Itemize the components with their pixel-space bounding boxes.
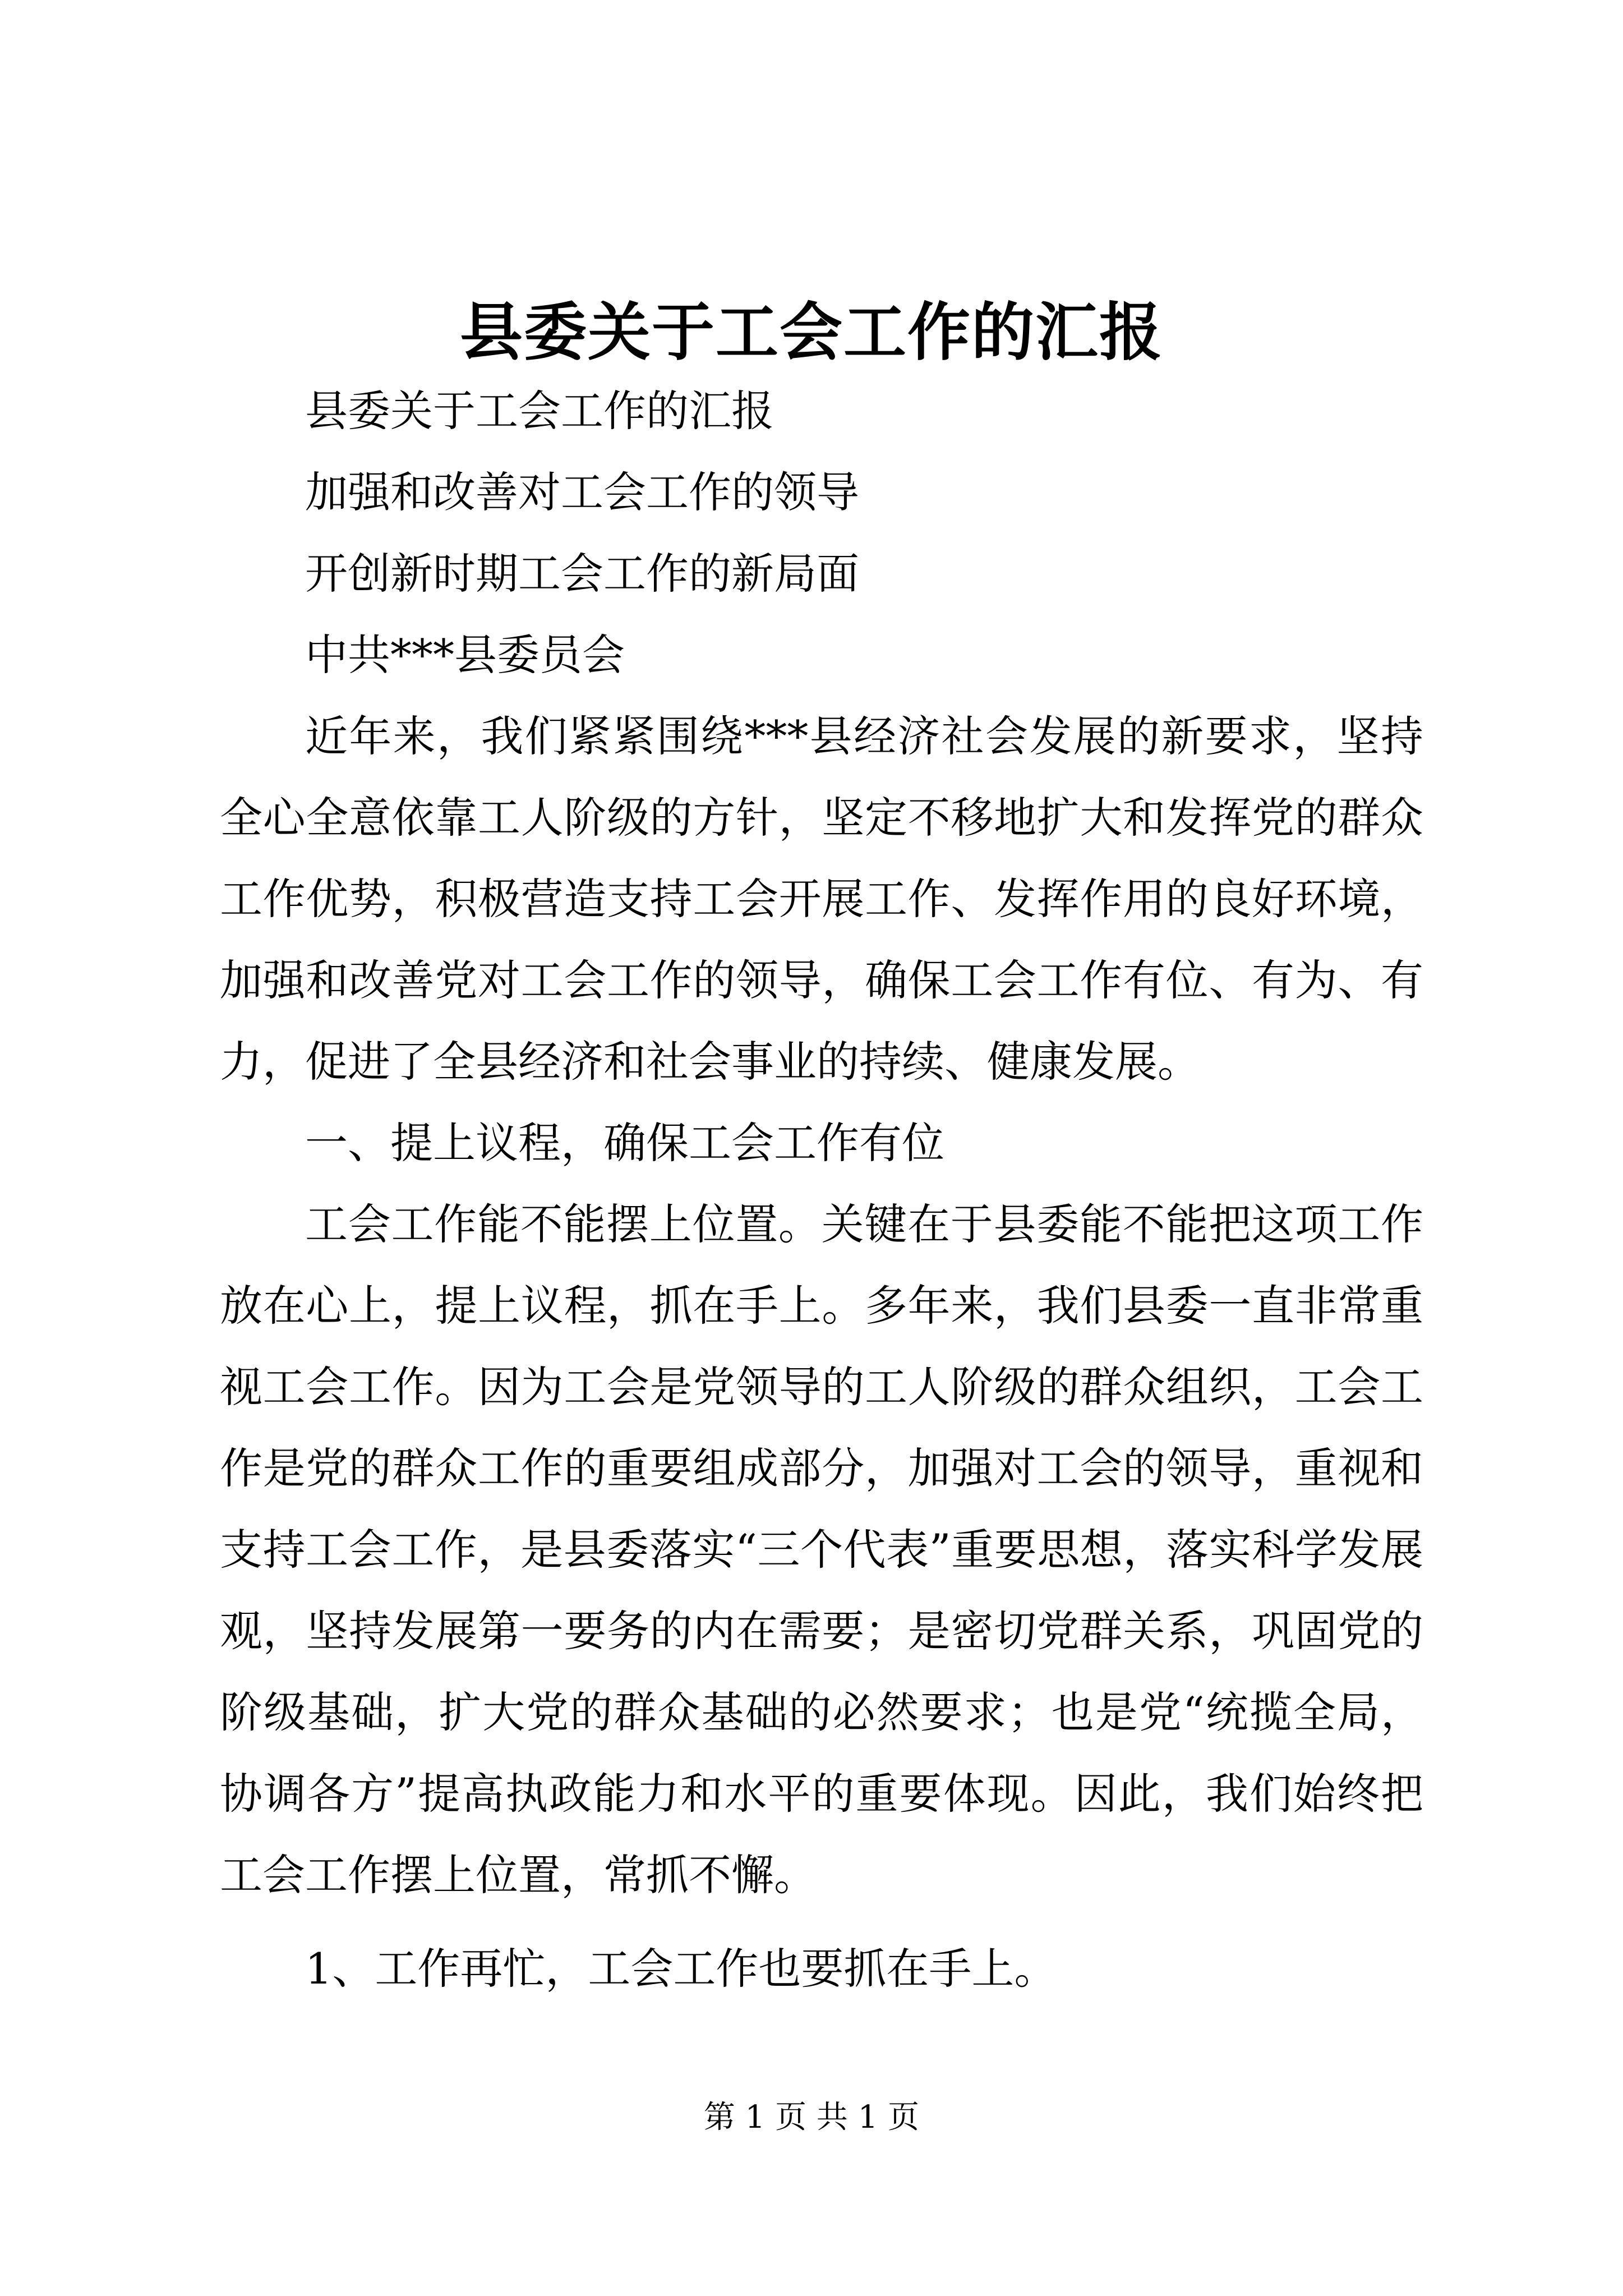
subtitle-line-2: 加强和改善对工会工作的领导 (305, 467, 859, 517)
subtitle-line-3: 开创新时期工会工作的新局面 (305, 549, 859, 599)
section-1-heading: 一、提上议程，确保工会工作有位 (305, 1118, 944, 1168)
page-footer: 第 1 页 共 1 页 (703, 2099, 920, 2136)
paragraph-2-container (220, 1184, 1423, 1916)
paragraph-1: 近年来，我们紧紧围绕***县经济社会发展的新要求，坚持全心全意依靠工人阶级的方针，坚定不移地扩大和发挥党的群众工作优势，积极营造支持工会开展工作、发挥作用的良好环境，加强和改善党对工会工作的领导，确保工会工作有位、有为、有力，促进了全县经济和社会事业的持续、健康发展。 (220, 711, 1423, 1087)
paragraph-1-container (220, 696, 1423, 1102)
subtitle-line-4: 中共***县委员会 (305, 630, 625, 680)
item-1: 1、工作再忙，工会工作也要抓在手上。 (305, 1944, 1057, 1994)
document-body (220, 370, 1423, 2009)
document-title: 县委关于工会工作的汇报 (460, 296, 1163, 369)
subtitle-line-1: 县委关于工会工作的汇报 (305, 386, 774, 436)
paragraph-2: 工会工作能不能摆上位置。关键在于县委能不能把这项工作放在心上，提上议程，抓在手上。多年来，我们县委一直非常重视工会工作。因为工会是党领导的工人阶级的群众组织，工会工作是党的群众工作的重要组成部分，加强对工会的领导，重视和支持工会工作，是县委落实“三个代表”重要思想，落实科学发展观，坚持发展第一要务的内在需要；是密切党群关系，巩固党的阶级基础，扩大党的群众基础的必然要求；也是党“统揽全局，协调各方”提高执政能力和水平的重要体现。因此，我们始终把工会工作摆上位置，常抓不懈。 (220, 1199, 1423, 1900)
